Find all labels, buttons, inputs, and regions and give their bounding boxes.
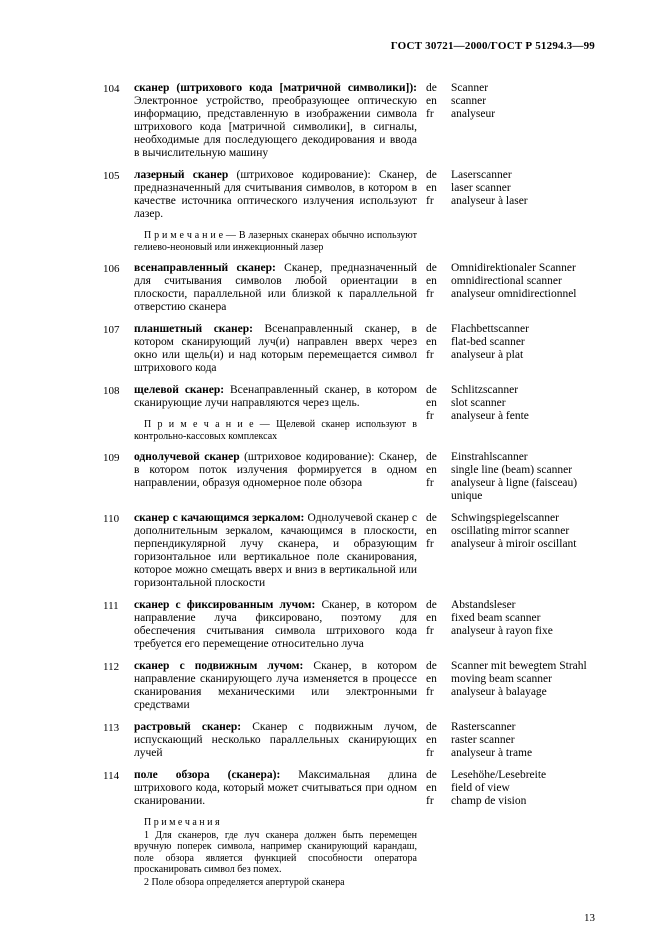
translation-row — [426, 182, 595, 195]
translation-text: moving beam scanner — [451, 673, 552, 685]
translation-text: analyseur omnidirectionnel — [451, 288, 577, 300]
term-definition-block — [134, 323, 417, 375]
translation-text: analyseur à miroir oscillant — [451, 538, 577, 550]
term-definition-block — [134, 512, 417, 590]
language-code: en — [426, 275, 437, 287]
translation-text: analyseur à laser — [451, 195, 528, 207]
language-code: en — [426, 336, 437, 348]
translation-row — [426, 410, 595, 423]
language-code: fr — [426, 625, 434, 637]
term-number: 111 — [103, 600, 119, 612]
term-definition — [134, 169, 417, 221]
term-definition — [134, 262, 417, 314]
translation-text: analyseur — [451, 108, 496, 120]
translation-text: Omnidirektionaler Scanner — [451, 262, 576, 274]
translation-row — [426, 336, 595, 349]
term-definition — [134, 599, 417, 651]
language-code: en — [426, 95, 437, 107]
translation-row — [426, 512, 595, 525]
translation-row — [426, 477, 595, 503]
term-number: 110 — [103, 513, 120, 525]
language-code: fr — [426, 288, 434, 300]
term-name: сканер с подвижным лучом: — [134, 660, 304, 672]
translation-text: slot scanner — [451, 397, 506, 409]
language-code: fr — [426, 747, 434, 759]
term-number: 105 — [103, 170, 120, 182]
translations-block — [426, 451, 595, 503]
note: 2 Поле обзора определяется апертурой сканера — [144, 876, 345, 888]
term-definition — [134, 82, 417, 160]
translation-row — [426, 599, 595, 612]
translation-text: Scanner mit bewegtem Strahl — [451, 660, 587, 672]
translation-row — [426, 673, 595, 686]
term-entry — [103, 721, 595, 760]
translation-text: analyseur à balayage — [451, 686, 547, 698]
term-entry — [103, 323, 595, 375]
term-definition — [134, 660, 417, 712]
term-entry — [103, 512, 595, 590]
language-code: fr — [426, 686, 434, 698]
language-code: de — [426, 660, 437, 672]
page-number: 13 — [584, 912, 595, 924]
language-code: fr — [426, 195, 434, 207]
translation-text: scanner — [451, 95, 487, 107]
translation-text: field of view — [451, 782, 510, 794]
translation-text: analyseur à plat — [451, 349, 524, 361]
definition-text: Сканер, в котором направление сканирующего луча изменяется в процессе сканирования механическими или электронными средствами — [134, 660, 417, 711]
translation-row — [426, 384, 595, 397]
term-name: однолучевой сканер — [134, 451, 240, 463]
term-name: всенаправленный сканер: — [134, 262, 276, 274]
translation-text: oscillating mirror scanner — [451, 525, 570, 537]
definition-text: Однолучевой сканер с дополнительным зеркалом, качающимся в плоскости, перпендикулярной лучу сканера, и образующим горизонтальное или вертикальное поле сканирования, которое можно смещать вверх и вниз в вертикальной или горизонтальной плоскости — [134, 512, 417, 589]
translation-row — [426, 323, 595, 336]
term-number: 107 — [103, 324, 120, 336]
translations-block — [426, 660, 595, 712]
term-definition-block — [134, 82, 417, 160]
definition-text: Сканер, предназначенный для считывания символов, в котором в качестве источника оптического излучения используют лазер. — [134, 169, 417, 220]
term-definition-block — [134, 384, 417, 442]
language-code: de — [426, 451, 437, 463]
translation-row — [426, 686, 595, 699]
term-definition — [134, 769, 417, 808]
term-number: 104 — [103, 83, 120, 95]
language-code: en — [426, 464, 437, 476]
translation-row — [426, 795, 595, 808]
language-code: de — [426, 384, 437, 396]
translation-text: Schlitzscanner — [451, 384, 519, 396]
translation-row — [426, 660, 595, 673]
translation-row — [426, 734, 595, 747]
term-number: 114 — [103, 770, 120, 782]
translation-row — [426, 525, 595, 538]
translation-text: fixed beam scanner — [451, 612, 541, 624]
translation-text: Scanner — [451, 82, 489, 94]
language-code: en — [426, 782, 437, 794]
term-qualifier: (штриховое кодирование): — [228, 169, 371, 181]
term-name: сканер с качающимся зеркалом: — [134, 512, 305, 524]
translation-text: Laserscanner — [451, 169, 512, 181]
translation-row — [426, 625, 595, 638]
definition-text: Максимальная длина штрихового кода, который может считываться при одном сканировании. — [134, 769, 418, 807]
translation-row — [426, 747, 595, 760]
language-code: fr — [426, 795, 434, 807]
language-code: en — [426, 182, 437, 194]
term-number: 106 — [103, 263, 120, 275]
term-entry — [103, 82, 595, 160]
translation-text: Schwingspiegelscanner — [451, 512, 559, 524]
term-definition-block — [134, 660, 417, 712]
term-name: планшетный сканер: — [134, 323, 253, 335]
definition-text: Всенаправленный сканер, в котором сканирующие лучи направляются через щель. — [134, 384, 417, 409]
language-code: fr — [426, 349, 434, 361]
term-name: поле обзора (сканера): — [134, 769, 281, 781]
note: П р и м е ч а н и е — В лазерных сканерах обычно используют гелиево-неоновый или инжекционный лазер — [134, 230, 417, 253]
term-entry — [103, 769, 595, 888]
term-definition-block — [134, 451, 417, 503]
language-code: de — [426, 769, 437, 781]
translation-row — [426, 95, 595, 108]
language-code: en — [426, 673, 437, 685]
translation-text: Lesehöhe/Lesebreite — [451, 769, 547, 781]
translation-text: analyseur à fente — [451, 410, 529, 422]
term-definition — [134, 721, 417, 760]
term-qualifier: (штриховое кодирование): — [239, 451, 375, 463]
translation-text: single line (beam) scanner — [451, 464, 573, 476]
language-code: de — [426, 512, 437, 524]
term-number: 112 — [103, 661, 120, 673]
translation-row — [426, 108, 595, 121]
language-code: de — [426, 82, 437, 94]
term-name: лазерный сканер — [134, 169, 229, 181]
entries-list — [103, 82, 595, 888]
translation-row — [426, 721, 595, 734]
definition-text: Сканер, предназначенный для считывания символов любой ориентации в плоскости, параллельной или близкой к параллельной отверстию сканера — [134, 262, 417, 313]
translations-block — [426, 323, 595, 375]
translation-text: flat-bed scanner — [451, 336, 525, 348]
language-code: en — [426, 734, 437, 746]
translations-block — [426, 721, 595, 760]
translation-text: Einstrahlscanner — [451, 451, 528, 463]
language-code: en — [426, 525, 437, 537]
term-name: растровый сканер: — [134, 721, 242, 733]
translations-block — [426, 599, 595, 651]
definition-text: Всенаправленный сканер, в котором сканирующий луч(и) направлен вверх через окно или щель(и) и над которым перемещается символ штрихового кода — [134, 323, 417, 374]
translation-row — [426, 288, 595, 301]
translation-text: analyseur à rayon fixe — [451, 625, 553, 637]
translation-row — [426, 82, 595, 95]
language-code: en — [426, 612, 437, 624]
note: П р и м е ч а н и е — Щелевой сканер используют в контрольно-кассовых комплексах — [134, 419, 417, 442]
term-entry — [103, 599, 595, 651]
translation-row — [426, 538, 595, 551]
term-definition — [134, 323, 417, 375]
translation-row — [426, 195, 595, 208]
translations-block — [426, 384, 595, 442]
translations-block — [426, 262, 595, 314]
term-entry — [103, 169, 595, 253]
language-code: fr — [426, 538, 434, 550]
translation-row — [426, 769, 595, 782]
term-entry — [103, 384, 595, 442]
term-entry — [103, 660, 595, 712]
term-definition — [134, 384, 417, 410]
translation-text: raster scanner — [451, 734, 515, 746]
term-number: 108 — [103, 385, 120, 397]
translation-row — [426, 451, 595, 464]
translations-block — [426, 512, 595, 590]
language-code: de — [426, 721, 437, 733]
term-name: сканер (штрихового кода [матричной символики]): — [134, 82, 417, 94]
translation-text: Rasterscanner — [451, 721, 516, 733]
note: 1 Для сканеров, где луч сканера должен быть перемещен вручную поперек символа, например сканирующий карандаш, поле обзора является функцией способности оператора просканировать символ без помех. — [134, 829, 417, 875]
translations-block — [426, 82, 595, 160]
language-code: en — [426, 397, 437, 409]
language-code: de — [426, 262, 437, 274]
language-code: de — [426, 169, 437, 181]
term-definition — [134, 451, 417, 490]
term-definition-block — [134, 721, 417, 760]
translation-row — [426, 612, 595, 625]
translation-row — [426, 349, 595, 362]
term-number: 113 — [103, 722, 120, 734]
term-name: сканер с фиксированным лучом: — [134, 599, 316, 611]
translation-text: omnidirectional scanner — [451, 275, 562, 287]
term-entry — [103, 262, 595, 314]
translation-row — [426, 275, 595, 288]
language-code: fr — [426, 108, 434, 120]
term-definition-block — [134, 599, 417, 651]
term-definition-block — [134, 769, 417, 888]
document-header: ГОСТ 30721—2000/ГОСТ Р 51294.3—99 — [390, 40, 595, 52]
translations-block — [426, 769, 595, 888]
translation-row — [426, 464, 595, 477]
translation-row — [426, 169, 595, 182]
language-code: fr — [426, 410, 434, 422]
translation-row — [426, 782, 595, 795]
note: П р и м е ч а н и я — [144, 817, 220, 828]
term-entry — [103, 451, 595, 503]
translation-text: analyseur à ligne (faisceau) unique — [451, 477, 578, 502]
language-code: de — [426, 323, 437, 335]
definition-text: Электронное устройство, преобразующее оптическую информацию, представленную в изображении символа штрихового кода [матричной символики], в сигналы, необходимые для последующего декодирования и ввода в вычислительную машину — [134, 95, 417, 159]
translations-block — [426, 169, 595, 253]
definition-text: Сканер, в котором направление луча фиксировано, поэтому для обеспечения считывания символа штрихового кода требуется его перемещение относительно луча — [134, 599, 417, 650]
translation-text: Abstandsleser — [451, 599, 516, 611]
term-name: щелевой сканер: — [134, 384, 225, 396]
term-definition-block — [134, 169, 417, 253]
translation-text: analyseur à trame — [451, 747, 533, 759]
translation-text: champ de vision — [451, 795, 527, 807]
definition-text: Сканер, в котором поток излучения формируется в одном направлении, образуя одномерное поле обзора — [134, 451, 417, 489]
translation-row — [426, 262, 595, 275]
translation-text: Flachbettscanner — [451, 323, 529, 335]
term-number: 109 — [103, 452, 120, 464]
term-definition-block — [134, 262, 417, 314]
language-code: fr — [426, 477, 434, 489]
term-definition — [134, 512, 417, 590]
translation-row — [426, 397, 595, 410]
translation-text: laser scanner — [451, 182, 511, 194]
definition-text: Сканер с подвижным лучом, испускающий несколько параллельных сканирующих лучей — [134, 721, 417, 759]
language-code: de — [426, 599, 437, 611]
